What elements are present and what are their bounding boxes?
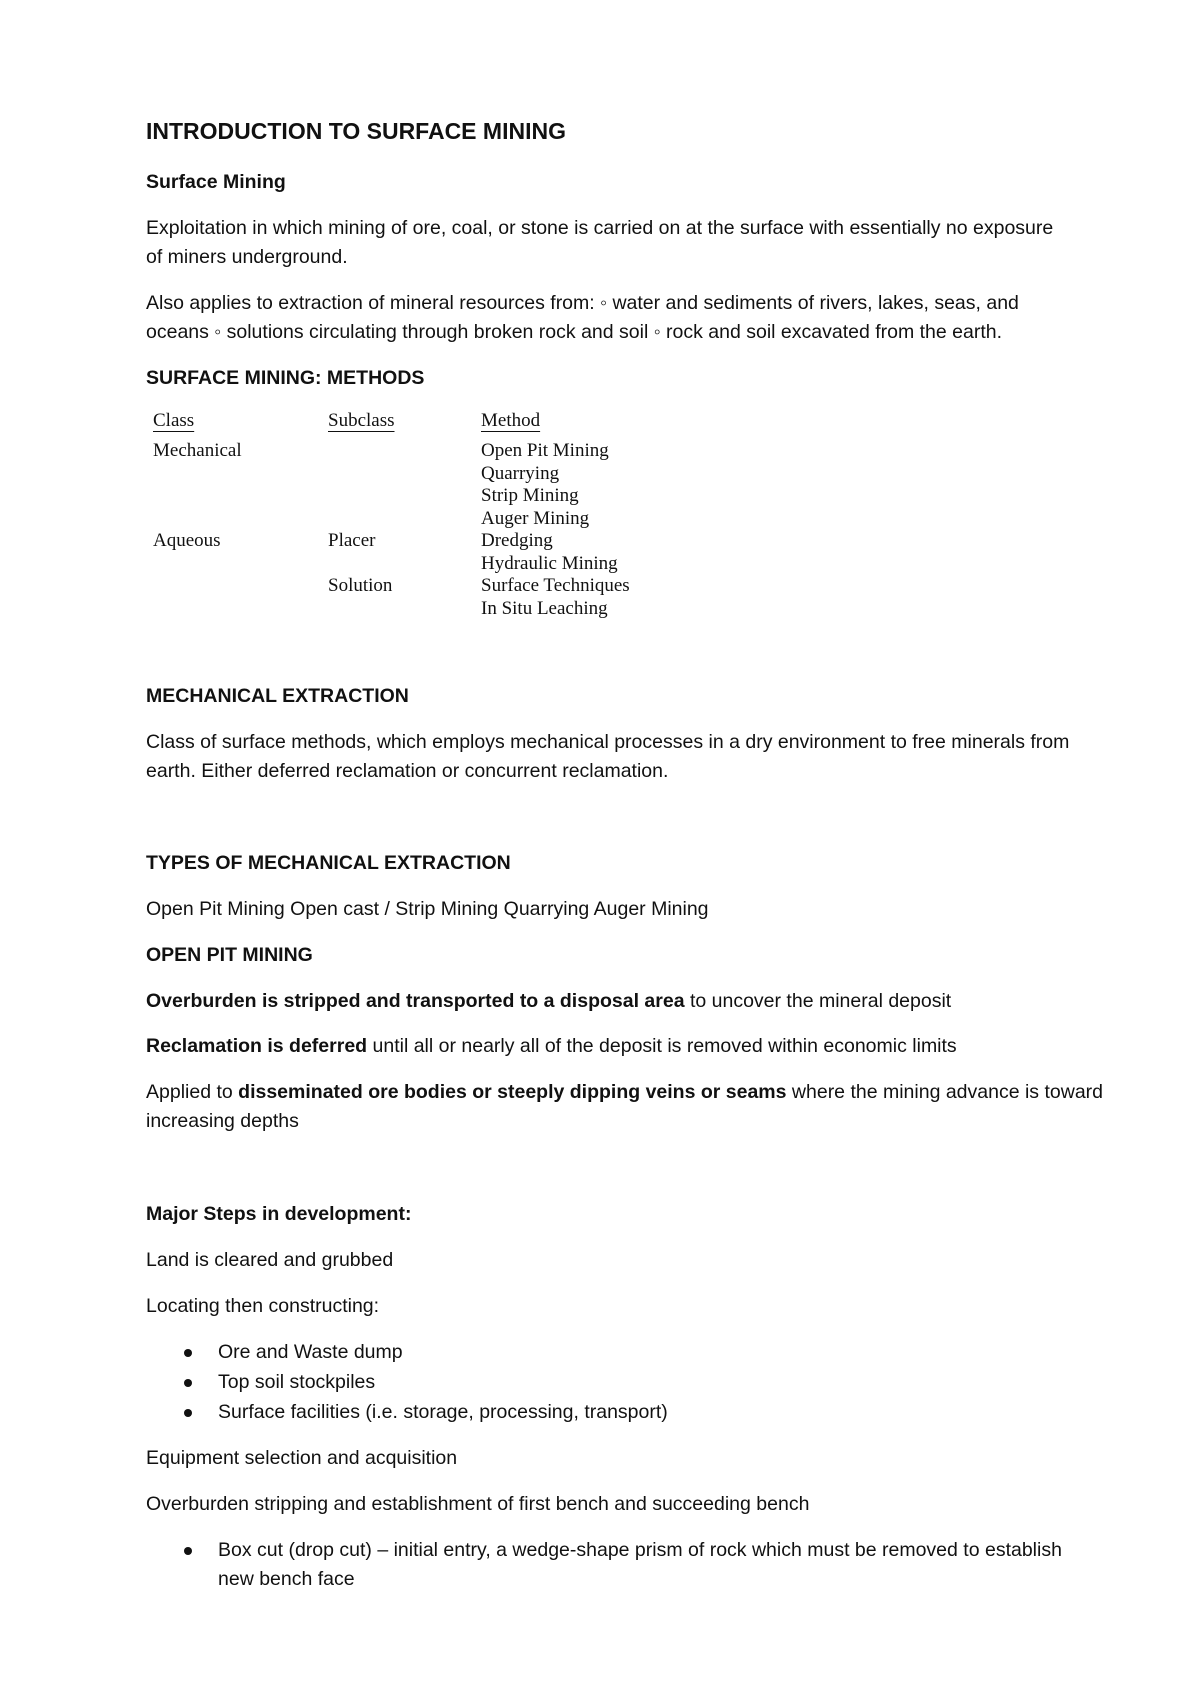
step-line: Equipment selection and acquisition: [146, 1447, 458, 1469]
paragraph-line: [146, 1032, 957, 1061]
text-span: to uncover the mineral deposit: [684, 990, 952, 1012]
paragraph-line: oceans ◦ solutions circulating through broken rock and soil ◦ rock and soil excavated from the earth.: [146, 321, 1003, 343]
list-item-continuation: new bench face: [218, 1568, 355, 1590]
table-cell-method: In Situ Leaching: [481, 598, 608, 619]
heading-open-pit: OPEN PIT MINING: [146, 944, 313, 966]
table-header-subclass: Subclass: [328, 410, 395, 431]
page-title: INTRODUCTION TO SURFACE MINING: [146, 118, 566, 144]
paragraph-line: Class of surface methods, which employs mechanical processes in a dry environment to free minerals from: [146, 731, 1070, 753]
bold-phrase: disseminated ore bodies or steeply dipping veins or seams: [238, 1081, 787, 1103]
list-item: Box cut (drop cut) – initial entry, a wedge-shape prism of rock which must be removed to establish: [218, 1539, 1062, 1561]
table-cell-method: Quarrying: [481, 463, 560, 484]
table-cell-method: Surface Techniques: [481, 575, 630, 596]
bullet-icon: [184, 1409, 192, 1417]
list-item: Surface facilities (i.e. storage, processing, transport): [218, 1401, 668, 1423]
types-list-line: Open Pit Mining Open cast / Strip Mining Quarrying Auger Mining: [146, 898, 709, 920]
step-line: Locating then constructing:: [146, 1295, 380, 1317]
paragraph-line: [146, 987, 951, 1016]
heading-surface-mining: Surface Mining: [146, 171, 286, 193]
table-cell-subclass: Solution: [328, 575, 393, 596]
table-cell-method: Dredging: [481, 530, 553, 551]
bullet-icon: [184, 1349, 192, 1357]
table-cell-method: Hydraulic Mining: [481, 553, 618, 574]
bullet-icon: [184, 1547, 192, 1555]
table-cell-class: Aqueous: [153, 530, 221, 551]
table-cell-class: Mechanical: [153, 440, 242, 461]
table-cell-method: Open Pit Mining: [481, 440, 609, 461]
step-line: Land is cleared and grubbed: [146, 1249, 394, 1271]
heading-methods: SURFACE MINING: METHODS: [146, 367, 425, 389]
bold-phrase: Reclamation is deferred: [146, 1035, 368, 1057]
table-cell-method: Auger Mining: [481, 508, 590, 529]
paragraph-line: earth. Either deferred reclamation or concurrent reclamation.: [146, 760, 669, 782]
table-cell-subclass: Placer: [328, 530, 376, 551]
table-header-method: Method: [481, 410, 541, 431]
list-item: Top soil stockpiles: [218, 1371, 376, 1393]
bold-phrase: Overburden is stripped and transported to a disposal area: [146, 990, 685, 1012]
step-line: Overburden stripping and establishment of first bench and succeeding bench: [146, 1493, 810, 1515]
list-item: Ore and Waste dump: [218, 1341, 403, 1363]
paragraph-line: Also applies to extraction of mineral resources from: ◦ water and sediments of rivers, lakes, seas, and: [146, 292, 1019, 314]
paragraph-line: [146, 1078, 1103, 1107]
table-cell-method: Strip Mining: [481, 485, 579, 506]
text-span: where the mining advance is toward: [786, 1081, 1104, 1103]
table-header-class: Class: [153, 410, 195, 431]
text-span: Applied to: [146, 1081, 239, 1103]
heading-mechanical-extraction: MECHANICAL EXTRACTION: [146, 685, 409, 707]
bullet-icon: [184, 1379, 192, 1387]
paragraph-line: of miners underground.: [146, 246, 348, 268]
heading-types: TYPES OF MECHANICAL EXTRACTION: [146, 852, 511, 874]
paragraph-line: Exploitation in which mining of ore, coal, or stone is carried on at the surface with essentially no exposure: [146, 217, 1054, 239]
heading-major-steps: Major Steps in development:: [146, 1203, 412, 1225]
text-span: until all or nearly all of the deposit is removed within economic limits: [367, 1035, 957, 1057]
paragraph-line: increasing depths: [146, 1110, 299, 1132]
